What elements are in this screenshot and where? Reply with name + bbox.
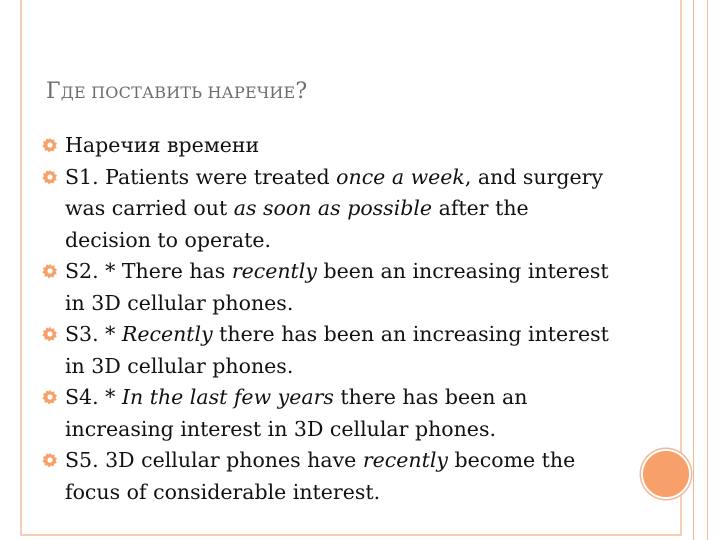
bullet-text: S1. Patients were treated — [65, 164, 337, 189]
orange-gear-bullet-icon — [42, 389, 58, 405]
bullet-text: become the focus of considerable interest. — [65, 448, 576, 504]
orange-gear-bullet-icon — [42, 137, 58, 153]
bullet-text: there has been an increasing interest in 3D cellular phones. — [65, 322, 609, 378]
bullet-text: S5. 3D cellular phones have — [65, 448, 363, 472]
orange-gear-bullet-icon — [42, 326, 58, 342]
orange-gear-bullet-icon — [42, 452, 58, 468]
title-first-letter: Г — [46, 79, 61, 104]
bullet-text: Наречия времени — [65, 133, 260, 157]
bullet-italic-text: Recently — [121, 322, 213, 346]
bullet-text: been an increasing interest in 3D cellular phones. — [65, 259, 609, 315]
title-question-mark: ? — [295, 79, 308, 104]
bullet-item — [40, 130, 620, 162]
bullet-text: S3. * — [65, 322, 122, 346]
bullet-text: after the decision to operate. — [65, 196, 529, 252]
bullet-item — [40, 162, 620, 257]
bullet-list — [40, 130, 620, 508]
orange-gear-bullet-icon — [42, 169, 58, 185]
bullet-item — [40, 382, 620, 445]
bullet-text: , and surgery was carried out — [65, 164, 604, 220]
slide-title — [46, 79, 307, 104]
bullet-italic-text: recently — [362, 448, 448, 472]
bullet-text: S4. * — [65, 385, 122, 409]
bullet-item — [40, 445, 620, 508]
title-rest: ДЕ ПОСТАВИТЬ НАРЕЧИЕ — [60, 83, 296, 102]
bullet-italic-text: In the last few years — [121, 385, 334, 409]
bullet-italic-text: once a week — [336, 164, 465, 189]
bullet-italic-text: as soon as possible — [233, 196, 433, 220]
orange-gear-bullet-icon — [42, 263, 58, 279]
accent-circle — [641, 449, 691, 499]
bullet-item — [40, 319, 620, 382]
right-decorative-rail — [693, 0, 708, 540]
bullet-text: S2. * There has — [65, 259, 232, 283]
bullet-item — [40, 256, 620, 319]
bullet-text: there has been an increasing interest in 3D cellular phones. — [65, 385, 528, 441]
bullet-italic-text: recently — [231, 259, 317, 283]
